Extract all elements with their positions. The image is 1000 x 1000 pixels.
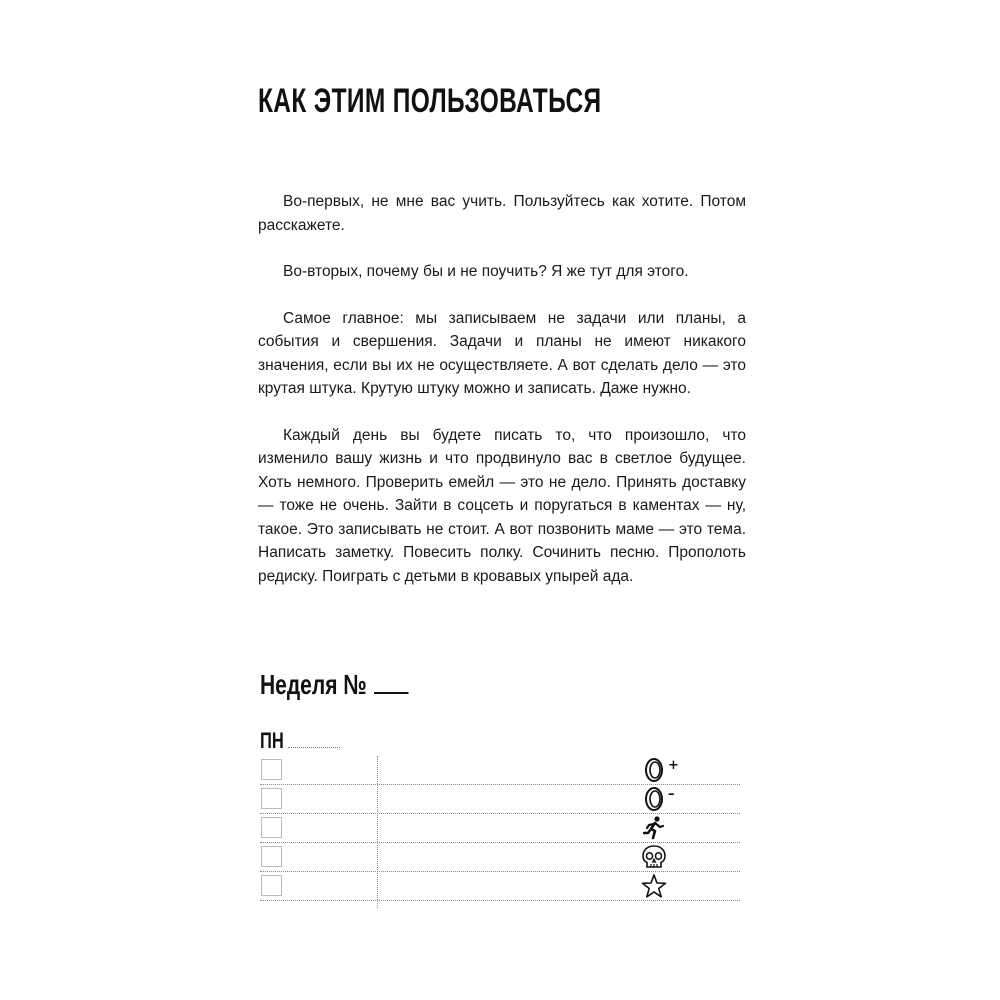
tracker-row[interactable]: [260, 843, 740, 872]
star-icon: [641, 873, 667, 899]
checkbox[interactable]: [261, 846, 282, 867]
week-label: Неделя №: [260, 669, 367, 700]
plus-sign: +: [668, 758, 679, 773]
paragraph-4: Каждый день вы будете писать то, что произошло, что изменило вашу жизнь и что продвинуло вас в светлое будущее. Хоть немного. Проверить емейл — это не дело. Принять доставку — тоже не очень. Зайти в соцсеть и поругаться в каментах — ну, такое. Это записывать не стоит. А вот позвонить маме — это тема. Написать заметку. Повесить полку. Сочинить песню. Прополоть редиску. Поиграть с детьми в кровавых упырей ада.: [258, 426, 746, 585]
checkbox[interactable]: [261, 817, 282, 838]
page-title: КАК ЭТИМ ПОЛЬЗОВАТЬСЯ: [258, 82, 602, 120]
running-person-icon: [641, 815, 667, 841]
tracker-row[interactable]: [260, 872, 740, 901]
checkbox[interactable]: [261, 875, 282, 896]
tracker-row[interactable]: [260, 785, 740, 814]
day-header: [260, 728, 740, 752]
checkbox[interactable]: [261, 788, 282, 809]
instructions-text: [258, 190, 746, 611]
week-heading: [260, 668, 409, 701]
tracker-row[interactable]: [260, 756, 740, 785]
week-number-blank[interactable]: [374, 668, 409, 694]
paragraph-3: Самое главное: мы записываем не задачи или планы, а события и свершения. Задачи и планы не имеют никакого значения, если вы их не осуществляете. А вот сделать дело — это крутая штука. Крутую штуку можно и записать. Даже нужно.: [258, 309, 746, 397]
checkbox[interactable]: [261, 759, 282, 780]
coin-icon: [641, 757, 667, 783]
paragraph-2: Во-вторых, почему бы и не поучить? Я же тут для этого.: [283, 263, 689, 280]
day-date-blank[interactable]: [288, 747, 340, 748]
tracker-row[interactable]: [260, 814, 740, 843]
tracker-rows: [260, 756, 740, 901]
day-label: ПН: [260, 728, 284, 753]
skull-icon: [641, 844, 667, 870]
coin-icon: [641, 786, 667, 812]
minus-sign: –: [668, 787, 675, 802]
paragraph-1: Во-первых, не мне вас учить. Пользуйтесь как хотите. Потом расскажете.: [258, 193, 746, 234]
